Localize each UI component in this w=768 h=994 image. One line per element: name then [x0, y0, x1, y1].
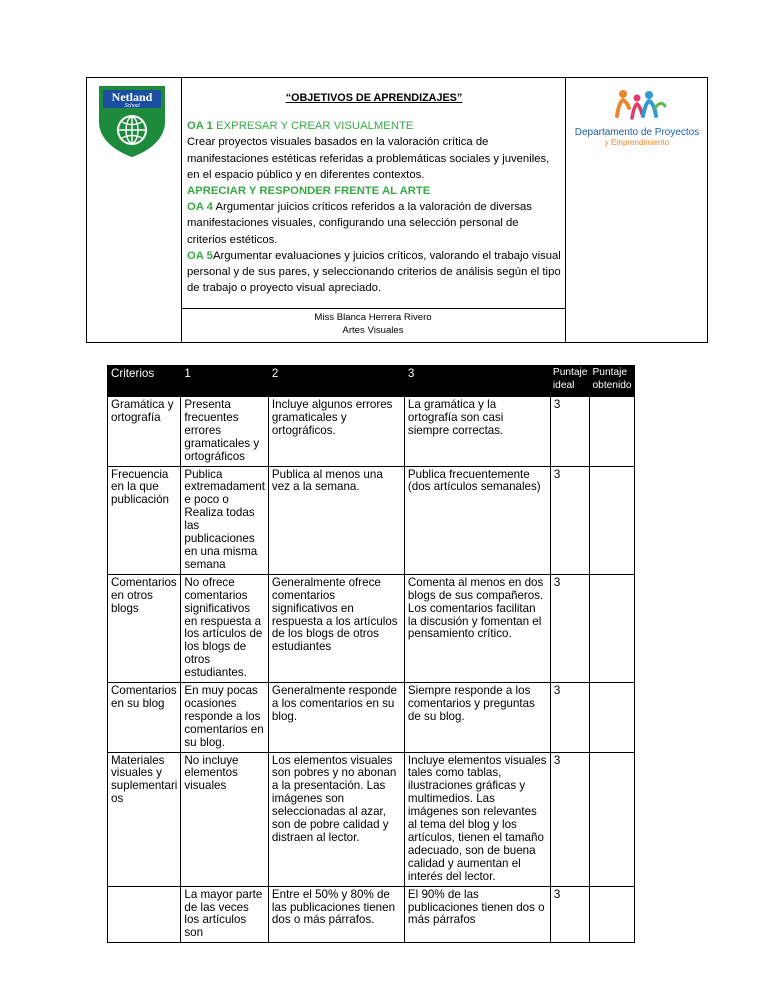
oa1-text: Crear proyectos visuales basados en la valoración crítica de manifestaciones estéticas referidas a problemáticas sociales y juveniles, en el espacio público y en diferentes contextos.	[187, 136, 550, 181]
oa5-text: Argumentar evaluaciones y juicios críticos, valorando el trabajo visual personal y de sus pares, y seleccionando criterios de análisis según el tipo de trabajo o proyecto visual apreciado.	[187, 249, 561, 295]
teacher-info	[181, 312, 565, 337]
header-level-1: 1	[181, 366, 269, 397]
header-divider	[565, 78, 566, 342]
puntaje-ideal-cell: 3	[550, 574, 590, 682]
criterio-cell: Comentarios en su blog	[108, 683, 181, 753]
criterio-cell: Materiales visuales y suplementari os	[108, 752, 181, 886]
criterio-cell	[108, 886, 181, 943]
oa5-paragraph	[187, 248, 561, 297]
puntaje-obtenido-cell	[590, 886, 634, 943]
level-3-cell: Siempre responde a los comentarios y preguntas de su blog.	[404, 683, 550, 753]
header-puntaje-ideal: Puntaje ideal	[550, 366, 590, 397]
page-title: “OBJETIVOS DE APRENDIZAJES”	[285, 92, 463, 104]
puntaje-ideal-cell: 3	[550, 752, 590, 886]
oa4-text: Argumentar juicios críticos referidos a la valoración de diversas manifestaciones visuales, configurando una selección personal de criterios estéticos.	[187, 201, 532, 246]
puntaje-obtenido-cell	[590, 752, 634, 886]
header-level-2: 2	[268, 366, 404, 397]
header-puntaje-obtenido: Puntaje obtenido	[590, 366, 634, 397]
puntaje-obtenido-cell	[590, 397, 634, 467]
table-row	[108, 397, 635, 467]
dept-logo-line2: y Emprendimiento	[604, 138, 670, 147]
subject-name: Artes Visuales	[342, 324, 404, 336]
oa4-paragraph	[187, 199, 561, 248]
oa1-code: OA 1	[187, 120, 213, 133]
criterio-cell: Comentarios en otros blogs	[108, 574, 181, 682]
table-header-row	[108, 366, 635, 397]
level-3-cell: Comenta al menos en dos blogs de sus compañeros. Los comentarios facilitan la discusión y fomentan el pensamiento crítico.	[404, 574, 550, 682]
level-1-cell: Presenta frecuentes errores gramaticales y ortográficos	[181, 397, 269, 467]
level-1-cell: No ofrece comentarios significativos en respuesta a los artículos de los blogs de otros estudiantes.	[181, 574, 269, 682]
table-row	[108, 574, 635, 682]
document-header	[86, 77, 708, 343]
level-3-cell: Publica frecuentemente (dos artículos semanales)	[404, 466, 550, 574]
header-divider	[181, 308, 565, 309]
people-icon	[571, 86, 703, 122]
objectives-text	[187, 90, 561, 296]
level-1-cell: En muy pocas ocasiones responde a los comentarios en su blog.	[181, 683, 269, 753]
criterio-cell: Gramática y ortografía	[108, 397, 181, 467]
level-1-cell: No incluye elementos visuales	[181, 752, 269, 886]
level-2-cell: Entre el 50% y 80% de las publicaciones tienen dos o más párrafos.	[268, 886, 404, 943]
puntaje-obtenido-cell	[590, 683, 634, 753]
table-row	[108, 886, 635, 943]
level-2-cell: Los elementos visuales son pobres y no abonan a la presentación. Las imágenes son seleccionadas al azar, son de pobre calidad y distraen al lector.	[268, 752, 404, 886]
puntaje-ideal-cell: 3	[550, 886, 590, 943]
oa5-code: OA 5	[187, 249, 213, 262]
svg-text:Netland: Netland	[111, 90, 153, 104]
header-divider	[181, 78, 182, 342]
department-logo	[571, 86, 703, 150]
teacher-name: Miss Blanca Herrera Rivero	[314, 312, 432, 323]
level-3-cell: Incluye elementos visuales tales como tablas, ilustraciones gráficas y multimedios. Las imágenes son relevantes al tema del blog y los artículos, tienen el tamaño adecuado, son de buena calidad y aumentan el interés del lector.	[404, 752, 550, 886]
oa1-heading	[187, 118, 561, 134]
criterio-cell: Frecuencia en la que publicación	[108, 466, 181, 574]
table-row	[108, 466, 635, 574]
header-criterios: Criterios	[108, 366, 181, 397]
level-3-cell: La gramática y la ortografía son casi siempre correctas.	[404, 397, 550, 467]
level-3-cell: El 90% de las publicaciones tienen dos o más párrafos	[404, 886, 550, 943]
puntaje-obtenido-cell	[590, 466, 634, 574]
level-1-cell: Publica extremadament e poco o Realiza todas las publicaciones en una misma semana	[181, 466, 269, 574]
puntaje-ideal-cell: 3	[550, 683, 590, 753]
level-1-cell: La mayor parte de las veces los artículos son	[181, 886, 269, 943]
level-2-cell: Generalmente responde a los comentarios en su blog.	[268, 683, 404, 753]
section-apreciar: APRECIAR Y RESPONDER FRENTE AL ARTE	[187, 185, 431, 198]
puntaje-ideal-cell: 3	[550, 466, 590, 574]
table-row	[108, 683, 635, 753]
oa1-title: EXPRESAR Y CREAR VISUALMENTE	[216, 120, 414, 133]
level-2-cell: Publica al menos una vez a la semana.	[268, 466, 404, 574]
puntaje-ideal-cell: 3	[550, 397, 590, 467]
level-2-cell: Incluye algunos errores gramaticales y ortográficos.	[268, 397, 404, 467]
oa4-code: OA 4	[187, 201, 213, 214]
puntaje-obtenido-cell	[590, 574, 634, 682]
level-2-cell: Generalmente ofrece comentarios significativos en respuesta a los artículos de los blogs de otros estudiantes	[268, 574, 404, 682]
svg-text:School: School	[124, 103, 140, 109]
dept-logo-line1: Departamento de Proyectos	[574, 127, 700, 138]
rubric-table	[107, 365, 635, 943]
netland-school-logo	[95, 82, 169, 158]
header-level-3: 3	[404, 366, 550, 397]
table-row	[108, 752, 635, 886]
